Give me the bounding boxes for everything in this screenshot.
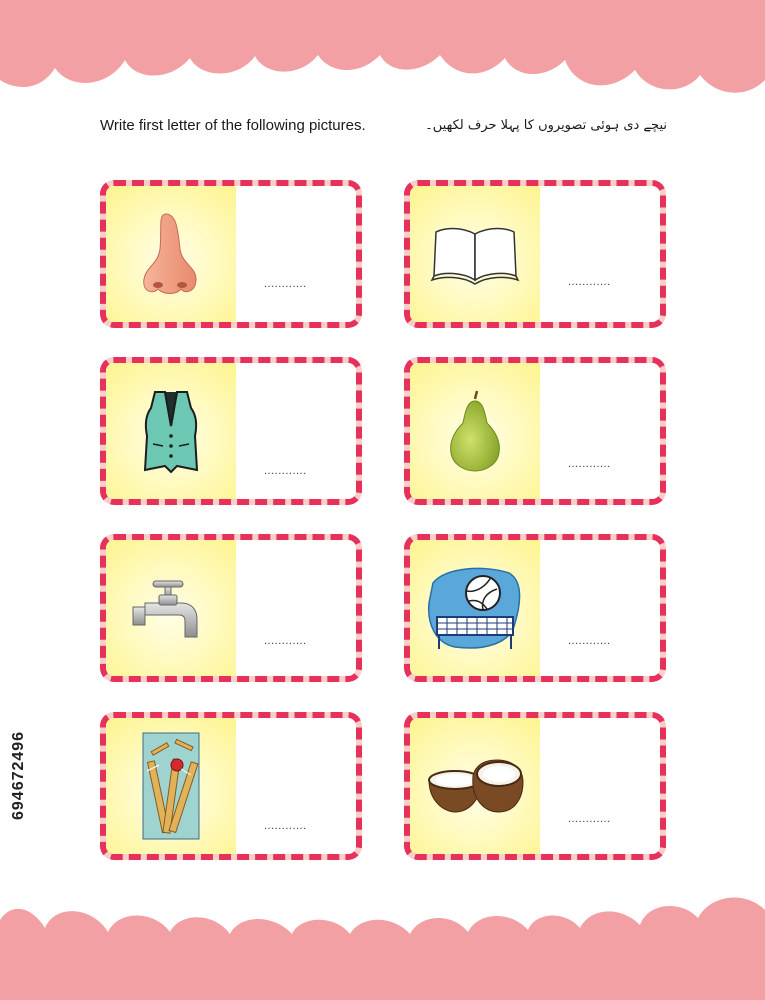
card-pear — [404, 357, 666, 505]
bottom-cloud-border — [0, 890, 765, 1000]
answer-blank[interactable] — [236, 718, 356, 854]
vest-icon — [106, 363, 236, 499]
answer-line: ............ — [264, 278, 307, 290]
stock-id: 694672496 — [10, 730, 27, 820]
answer-line: ............ — [264, 820, 307, 832]
top-cloud-border — [0, 0, 765, 100]
wicket-icon — [106, 718, 236, 854]
answer-blank[interactable] — [540, 718, 660, 854]
coconut-icon — [410, 718, 540, 854]
nose-icon — [106, 186, 236, 322]
instruction-urdu: نیچے دی ہوئی تصویروں کا پہلا حرف لکھیں۔ — [425, 118, 667, 133]
answer-line: ............ — [568, 276, 611, 288]
card-volleyball — [404, 534, 666, 682]
answer-line: ............ — [568, 813, 611, 825]
card-vest — [100, 357, 362, 505]
instruction-english: Write first letter of the following pictures. — [100, 117, 366, 134]
card-book — [404, 180, 666, 328]
card-wicket — [100, 712, 362, 860]
card-nose — [100, 180, 362, 328]
tap-icon — [106, 540, 236, 676]
card-coconut — [404, 712, 666, 860]
volleyball-icon — [410, 540, 540, 676]
pear-icon — [410, 363, 540, 499]
answer-blank[interactable] — [540, 363, 660, 499]
answer-line: ............ — [568, 458, 611, 470]
card-tap — [100, 534, 362, 682]
answer-line: ............ — [568, 635, 611, 647]
book-icon — [410, 186, 540, 322]
answer-blank[interactable] — [236, 186, 356, 322]
answer-blank[interactable] — [540, 186, 660, 322]
answer-line: ............ — [264, 465, 307, 477]
answer-blank[interactable] — [236, 363, 356, 499]
answer-line: ............ — [264, 635, 307, 647]
answer-blank[interactable] — [236, 540, 356, 676]
answer-blank[interactable] — [540, 540, 660, 676]
